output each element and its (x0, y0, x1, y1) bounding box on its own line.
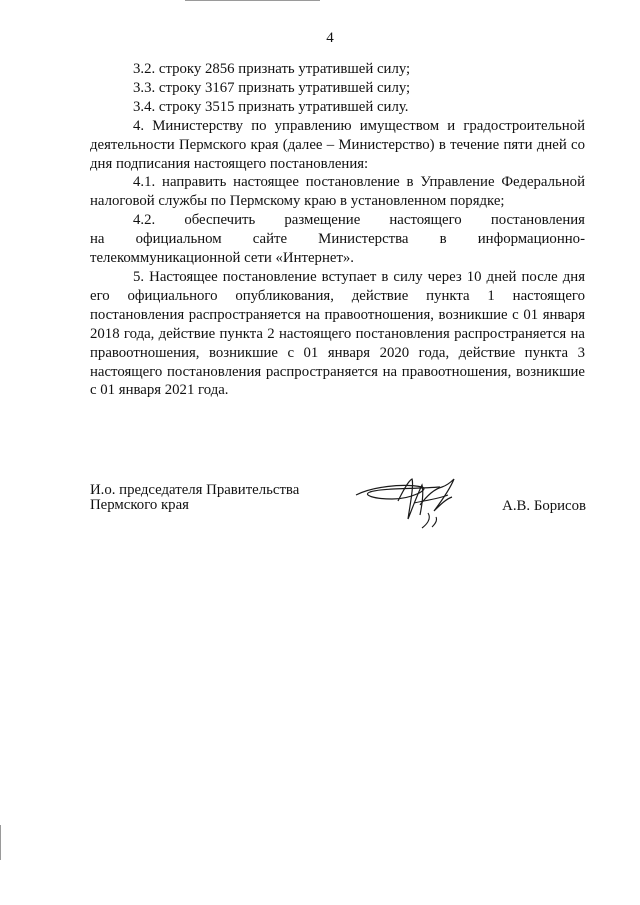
signature-block (90, 483, 590, 543)
signatory-title-line: И.о. председателя Правительства (90, 482, 300, 498)
paragraph-4: 4. Министерству по управлению имуществом и градостроительной деятельности Пермского края (далее – Министерство) в течение пяти дней со дня подписания настоящего постановления: (90, 117, 585, 172)
signatory-name: А.В. Борисов (502, 498, 586, 514)
paragraph-4-2-line: на официальном сайте Министерства в информационно- (90, 231, 585, 248)
document-body (90, 60, 585, 400)
signatory-title (90, 483, 299, 513)
paragraph-3-2: 3.2. строку 2856 признать утратившей силу; (133, 61, 411, 77)
scan-edge-mark (185, 0, 320, 1)
signatory-title-line: Пермского края (90, 497, 189, 513)
paragraph-3-4: 3.4. строку 3515 признать утратившей силу. (133, 98, 409, 115)
paragraph-4-2-line: телекоммуникационной сети «Интернет». (90, 250, 355, 267)
handwritten-signature (352, 475, 472, 530)
paragraph-5: 5. Настоящее постановление вступает в силу через 10 дней после дня его официального опубликования, действие пункта 1 настоящего постановления распространяется на правоотношения, возникшие с 01 января 2018 года, действие пункта 2 настоящего постановления распространяется на правоотношения, возникшие с 01 января 2020 года, действие пункта 3 настоящего постановления распространяется на правоотношения, возникшие с 01 января 2021 года. (90, 268, 585, 399)
page-number: 4 (326, 30, 334, 46)
scan-edge-mark (0, 825, 1, 860)
paragraph-4-2-line: 4.2. обеспечить размещение настоящего постановления (133, 212, 585, 229)
paragraph-4-2 (90, 211, 585, 268)
paragraph-4-1: 4.1. направить настоящее постановление в Управление Федеральной налоговой службы по Пермскому краю в установленном порядке; (90, 174, 585, 210)
paragraph-3-3: 3.3. строку 3167 признать утратившей силу; (133, 79, 411, 96)
